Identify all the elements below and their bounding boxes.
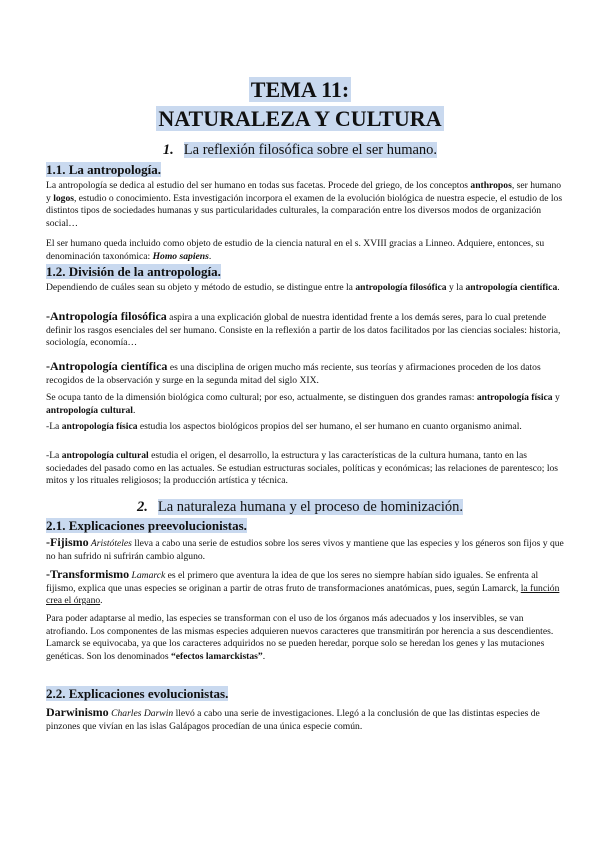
title-line-1: TEMA 11: bbox=[250, 77, 350, 102]
paragraph-antropologia: La antropología se dedica al estudio del ser humano en todas sus facetas. Procede del griego, de los conceptos anthropos, ser humano y logos, estudio o conocimiento. Esta investigación incorpora el examen de la evolución biológica de nuestra especie, el estudio de los distintos tipos de sociedades humanas y sus particularidades culturales, la comparación entre los diversos modos de organización social… bbox=[46, 180, 563, 229]
paragraph-antropologia-fisica: -La antropología física estudia los aspectos biológicos propios del ser humano, el ser humano en cuanto organismo animal. bbox=[46, 421, 522, 432]
paragraph-ramas: Se ocupa tanto de la dimensión biológica como cultural; por eso, actualmente, se distinguen dos grandes ramas: antropología física y antropología cultural. bbox=[46, 392, 560, 416]
paragraph-antropologia-cientifica: -Antropología científica es una disciplina de origen mucho más reciente, sus teorías y afirmaciones proceden de los datos recogidos de la observación y surge en la segunda mitad del siglo XIX. bbox=[46, 359, 541, 386]
subsection-1-2-heading: 1.2. División de la antropología. bbox=[46, 264, 221, 279]
section-2-heading: 2. La naturaleza humana y el proceso de hominización. bbox=[136, 499, 464, 515]
paragraph-darwinismo: Darwinismo Charles Darwin llevó a cabo una serie de investigaciones. Llegó a la conclusión de que las distintas especies de pinzones que vivían en las islas Galápagos procedían de una única especie común. bbox=[46, 705, 540, 732]
paragraph-antropologia-cultural: -La antropología cultural estudia el origen, el desarrollo, la estructura y las características de la cultura humana, tanto en las sociedades del pasado como en las actuales. Se estudian estructuras sociales, políticas y económicas; las relaciones de parentesco; los mitos y los rituales religiosos; la producción artística y técnica. bbox=[46, 450, 559, 486]
paragraph-division: Dependiendo de cuáles sean su objeto y método de estudio, se distingue entre la antropología filosófica y la antropología científica. bbox=[46, 282, 560, 293]
subsection-2-1-heading: 2.1. Explicaciones preevolucionistas. bbox=[46, 518, 247, 533]
paragraph-linneo: El ser humano queda incluido como objeto de estudio de la ciencia natural en el s. XVIII gracias a Linneo. Adquiere, entonces, su denominación taxonómica: Homo sapiens. bbox=[46, 238, 545, 262]
paragraph-adaptacion: Para poder adaptarse al medio, las especies se transforman con el uso de los órganos más adecuados y los inservibles, se van atrofiando. Los componentes de las mismas especies adquieren nuevos caracteres que transmitirán por herencia a sus descendientes. Lamarck se equivocaba, ya que los caracteres adquiridos no se pueden heredar, porque solo se heredan los genes y las mutaciones genéticas. Son los denominados “efectos lamarckistas”. bbox=[46, 613, 554, 662]
paragraph-antropologia-filosofica: -Antropología filosófica aspira a una explicación global de nuestra identidad frente a los demás seres, para lo cual pretende definir los rasgos esenciales del ser humano. Consiste en la reflexión a partir de los datos facilitados por las ciencias sociales: historia, sociología, economía… bbox=[46, 309, 561, 348]
title-line-2: NATURALEZA Y CULTURA bbox=[158, 106, 442, 131]
section-1-heading: 1. La reflexión filosófica sobre el ser humano. bbox=[162, 142, 438, 158]
paragraph-fijismo: -Fijismo Aristóteles lleva a cabo una serie de estudios sobre los seres vivos y mantiene que las especies y los géneros son fijos y que no han sufrido ni sufrirán cambio alguno. bbox=[46, 535, 564, 562]
subsection-2-2-heading: 2.2. Explicaciones evolucionistas. bbox=[46, 686, 229, 701]
subsection-1-1-heading: 1.1. La antropología. bbox=[46, 162, 161, 177]
paragraph-transformismo: -Transformismo Lamarck es el primero que aventura la idea de que los seres no siempre habían sido iguales. Se enfrenta al fijismo, explica que unas especies se originan a partir de otras fruto de transformaciones anatómicas, pues, según Lamarck, la función crea el órgano. bbox=[46, 567, 560, 606]
